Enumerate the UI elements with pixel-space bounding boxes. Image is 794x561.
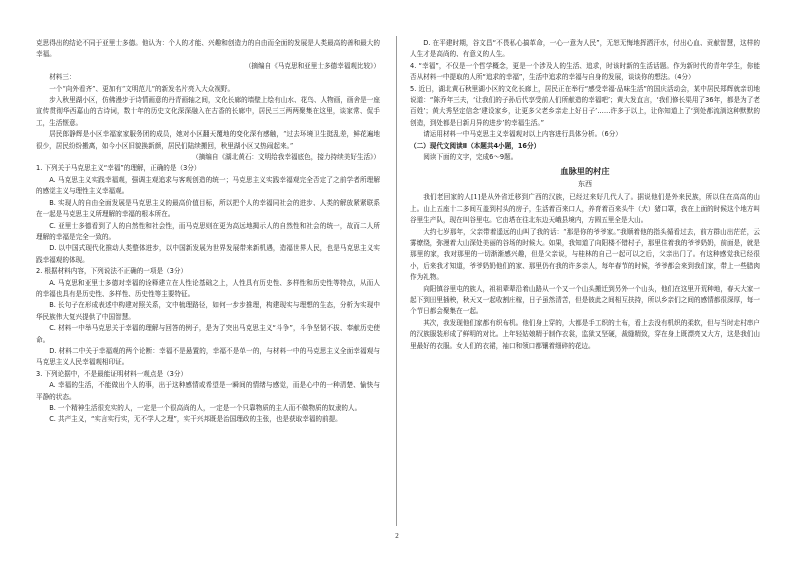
- question-3-option-b: B. 一个精神生活很充实的人，一定是一个很高尚的人，一定是一个只靠物质的主人而不做物质的奴隶的人。: [49, 404, 362, 412]
- question-1-option-c: C. 亚里士多德看到了人的自然性和社会性，而马克思则在更为高远地揭示人的自然性和社会的统一，故而二人所理解的幸福是完全一致的。: [36, 221, 380, 241]
- question-4: 4. “幸福”，不仅是一个哲学概念，更是一个涉及人的生活、追求，时该时新的生活话题。作为新时代的青年学生，你能否从材料一中提取的人所“追求的幸福”，生活中追求的幸福与自身的发展，谈谈你的想法。（4分）: [410, 61, 760, 82]
- question-5: 5. 近日，湖北黄石秋里湖小区的文化长廊上，居民正在举行“感受幸福·品味生活”的国庆活动会，某中居民郑辉就亲切地说道：“陈乔年三夫，‘让我们的子孙后代享受前人们所献造的幸福吧’；黄大发直言，‘我们修长渠用了36年，都是为了老百姓’；黄大秀坚定信念‘建设家乡，让更多父老乡亲走上好日子’……许多于以上，让你知道上了‘到处都流淌这种默默的创造，到处都是日新月异的进步’的幸福生活。”: [410, 84, 760, 127]
- right-column: [410, 38, 760, 352]
- material-3-paragraph: 步入秋里湖小区，仿佛漫步于诗情画意的丹青画轴之间，文化长廊的墙壁上绘有山水、花鸟、人物画，画舍是一座宣传贯彻华西嘉山的古诗词，数十年的历史文化深深融入在古香的长廊中，居民三三两两聚集在这里，谈家常、侃手工，生活惬意。: [36, 96, 380, 127]
- left-column: [36, 38, 380, 426]
- question-3-stem: 3. 下列论据中，不是最能证明材料一观点是（3分）: [36, 369, 188, 378]
- question-1-option-d: D. 以中国式现代化推动人类整体进步，以中国新发展为世界发展带来新机遇，造福世界人民，也是马克思主义实践幸福观的体现。: [36, 244, 380, 264]
- material-3-paragraph: 一个“向外看齐”、更加有“文明范儿”的新发名片亮入大众视野。: [49, 84, 235, 93]
- page-number: 2: [395, 532, 399, 540]
- material-3-paragraph: 居民郎静辉是小区幸福家家服务团的成员，她对小区翻天覆地的变化深有感触，“过去环境卫生挺乱差，鲜花遍地很少，居民纷纷搬离，如今小区旧貌换新颜，居民们陆续搬回，秋里湖小区又热闹起来。”: [36, 130, 380, 150]
- question-1-stem: 1. 下列关于马克思主义“幸福”的理解，正确的是（3分）: [36, 164, 201, 173]
- story-author: 东西: [578, 179, 592, 188]
- story-paragraph: 其次，我发现他们家都有织布机。他们身上穿的，大都是手工织的土布，看上去没有机织的柔软，但与当时走村串户的汉族服装形成了鲜明的对比。上年轻姑娘精于制作衣裳，监狱又坚硬，裁缝精致，穿在身上既漂亮又大方，这是我们山里最好的衣服。女人们的衣裙，袖口和领口都镶着细碎的花边。: [410, 318, 760, 350]
- question-1-option-a: A. 马克思主义实践幸福观，强调主观追求与客观创造的统一；马克思主义实践幸福观完全否定了之前学者所理解的感觉主义与理性主义幸福观。: [36, 175, 380, 196]
- section-heading: （二）现代文阅读Ⅱ（本题共4小题，16分）: [410, 141, 541, 150]
- story-paragraph: 向阳镇谷里屯的族人，祖祖辈辈沿着山路从一个又一个山头搬迁到另外一个山头，他们在这里开荒种地，春天大家一起下到田里插秧，秋天又一起收割庄稼，日子虽然清苦，但是彼此之间相互扶持，所以乡亲们之间的感情都很深厚，每一个节日都会聚集在一起。: [410, 284, 760, 316]
- story-paragraph: 我们老回家的人[1]是从外省迁移到广西的汉族，已经过来好几代人了。据说他们是外来民族，所以住在高高的山上。山上五座十二多间互盖到村头的房子，生活着百来口人，养育着百来头牛（犬）猪口罩，我在上面的时候这个地方叫谷里生产队，现在叫谷里屯。它由塔在往北东边天峨县境内，方圆五里全是大山。: [410, 193, 760, 225]
- question-5-prompt: 请运用材料一中马克思主义幸福观对以上内容进行具体分析。（6分）: [423, 130, 622, 139]
- section-instruction: 阅读下面的文字，完成6～9题。: [423, 153, 518, 162]
- question-1-option-b: B. 实现人的自由全面发展是马克思主义的最高价值目标，所以把个人的幸福同社会的进步、人类的解放紧紧联系在一起是马克思主义所理解的幸福的根本所在。: [36, 198, 380, 219]
- source-citation-1: （摘编自《马克思和亚里士多德幸福观比较》）: [244, 61, 380, 70]
- question-3-option-c: C. 共产主义，“实言实行实，无不学人之理”，实干兴邦既是治国理政的主张，也是获取幸福的前提。: [49, 415, 342, 424]
- source-citation-2: （摘编自《湖北黄石：文明给我幸福底色，接力持续美好生活》）: [192, 153, 380, 162]
- question-2-option-b: B. 长句子在形成表述中构建对照关系，文中梳理路径，如何一步步推理，构建现实与理想的生态，分析为实现中华民族伟大复兴提供了中国智慧。: [36, 301, 380, 321]
- story-title: 血脉里的村庄: [560, 166, 610, 177]
- story-paragraph: 大约七岁那年，父亲带着遥远的山叫了我的话：“那是你的爷爷家。”我顺着他的指头循看过去，前方群山出茫茫，云雾缭绕，弥漫着大山深处美丽的谷场的时候大。如果，我知道了向阳楼不错村子，那里住着我的爷爷奶奶，前面是，就是那里的家，我对那里的一切渐渐感兴趣，但是父亲说，与桂林的自己一起可以之后，父亲出门了。有这种感觉我已经很小，后来我才知道，爷爷奶奶他们的家、那里仍有我的许多亲人，每年春节的时候，爷爷都会来到我们家，带上一些腊肉作为礼物。: [410, 227, 760, 282]
- question-2-stem: 2. 根据材料内容，下列说法不正确的一项是（3分）: [36, 267, 188, 276]
- question-3-option-d: D. 在平建时期，谷文昌“不畏私心搞革命，一心一意为人民”，无恕无悔地挥洒汗水，付出心血、贡献智慧，这样的人生才是高尚的、有意义的人生。: [410, 39, 760, 59]
- question-3-option-a: A. 幸福的生活，不能做出个人的事，出于这种感情或希望是一瞬间的情绪与感觉，而是心中的一种清楚、愉快与平静的状态。: [36, 381, 380, 401]
- column-divider: [396, 36, 397, 526]
- intro-paragraph: 克思得出的结论不同于亚里士多德。他认为：个人的才能、兴趣和创造力的自由而全面的发展是人类最高的善和最大的幸福。: [36, 39, 380, 59]
- question-2-option-d: D. 材料二中关于幸福观的两个论断：幸福不是悬置的，幸福不是单一的，与材料一中的马克思主义全面幸福观与马克思主义人民幸福观相印证。: [36, 346, 380, 367]
- question-2-option-c: C. 材料一中举马克思关于幸福的理解与回答的例子，是为了突出马克思主义“斗争”，斗争坚韧不拔、奉献历史使命。: [36, 324, 380, 344]
- question-2-option-a: A. 马克思和亚里士多德对幸福的诠释建立在人性论基础之上，人性具有历史性、多样性和历史性等特点，从而人的幸福也具有是历史性、多样性、历史性等主要特征。: [36, 278, 380, 298]
- material-3-label: 材料三：: [49, 73, 76, 82]
